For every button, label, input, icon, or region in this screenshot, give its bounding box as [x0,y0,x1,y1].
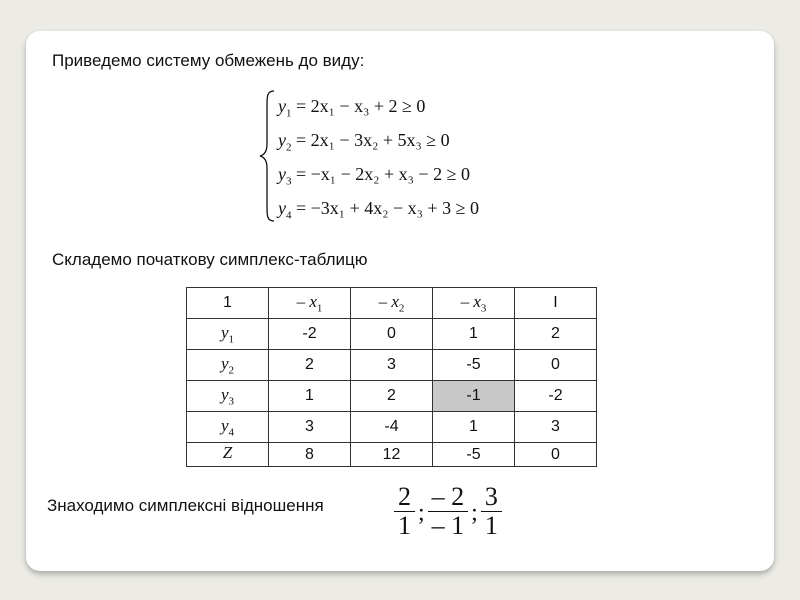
table-row [187,319,597,350]
table-cell: -4 [351,412,433,443]
table-row [187,381,597,412]
table-cell: 2 [269,350,351,381]
table-cell: 0 [515,443,597,467]
table-header-row [187,288,597,319]
equation-row-4 [278,198,479,222]
header-cell: 1 [187,288,269,319]
eq-rhs: = −3x₁ + 4x₂ − x₃ + 3 ≥ 0 [296,198,479,218]
row-label-var: y [220,384,229,404]
table-cell: 2 [351,381,433,412]
table-cell: 0 [515,350,597,381]
equation-row-1 [278,96,425,120]
fraction-numerator: 2 [398,482,411,511]
pivot-cell: -1 [433,381,515,412]
ratio-separator: ; [471,500,478,526]
table-cell: 3 [269,412,351,443]
header-var: – x [460,291,481,311]
table-cell: 0 [351,319,433,350]
header-cell: I [515,288,597,319]
row-label-var: Z [222,443,233,463]
header-var: – x [378,291,399,311]
heading-intro: Приведемо систему обмежень до виду: [52,51,365,70]
eq-lhs: y [278,96,286,116]
table-cell: -5 [433,350,515,381]
table-cell: -2 [269,319,351,350]
eq-lhs-sub: 1 [286,107,292,120]
row-label [187,381,269,412]
table-cell: 12 [351,443,433,467]
row-label-var: y [220,353,229,373]
header-cell [269,288,351,319]
row-label-sub: 2 [228,364,235,377]
table-cell: -2 [515,381,597,412]
header-var: – x [296,291,317,311]
table-cell: -5 [433,443,515,467]
header-cell [433,288,515,319]
table-row [187,350,597,381]
left-brace-icon [258,88,276,224]
heading-table: Складемо початкову симплекс-таблицю [52,250,368,269]
ratio-fraction [428,483,469,540]
row-label [187,443,269,467]
row-label-sub: 4 [228,426,235,439]
fraction-numerator: 3 [484,482,498,511]
equation-system [258,88,548,224]
ratio-separator: ; [418,500,425,526]
header-var-sub: 3 [480,302,487,315]
table-cell: 2 [515,319,597,350]
simplex-table [186,287,597,467]
ratio-fraction [394,483,415,540]
eq-lhs-sub: 2 [286,141,292,154]
row-label [187,350,269,381]
eq-lhs: y [278,164,286,184]
equation-row-3 [278,164,470,188]
eq-lhs-sub: 4 [286,209,292,222]
table-cell: 1 [433,319,515,350]
eq-lhs-sub: 3 [286,175,292,188]
row-label [187,319,269,350]
eq-rhs: = 2x₁ − 3x₂ + 5x₃ ≥ 0 [296,130,450,150]
ratio-fraction [481,483,502,540]
heading-ratios: Знаходимо симплексні відношення [47,496,324,515]
simplex-ratios [392,483,504,540]
row-label-var: y [220,322,229,342]
row-label [187,412,269,443]
eq-rhs: = −x₁ − 2x₂ + x₃ − 2 ≥ 0 [296,164,470,184]
table-cell: 1 [269,381,351,412]
fraction-denominator: – 1 [431,511,465,540]
row-label-sub: 1 [228,333,235,346]
eq-lhs: y [278,130,286,150]
row-label-sub: 3 [228,395,235,408]
table-cell: 8 [269,443,351,467]
table-cell: 1 [433,412,515,443]
header-cell [351,288,433,319]
table-cell: 3 [515,412,597,443]
table-row [187,412,597,443]
table-row [187,443,597,467]
header-var-sub: 1 [316,302,323,315]
eq-rhs: = 2x₁ − x₃ + 2 ≥ 0 [296,96,426,116]
fraction-denominator: 1 [484,511,498,540]
header-var-sub: 2 [398,302,405,315]
fraction-numerator: – 2 [431,482,465,511]
equation-row-2 [278,130,450,154]
row-label-var: y [220,415,229,435]
fraction-denominator: 1 [398,511,411,540]
eq-lhs: y [278,198,286,218]
table-cell: 3 [351,350,433,381]
